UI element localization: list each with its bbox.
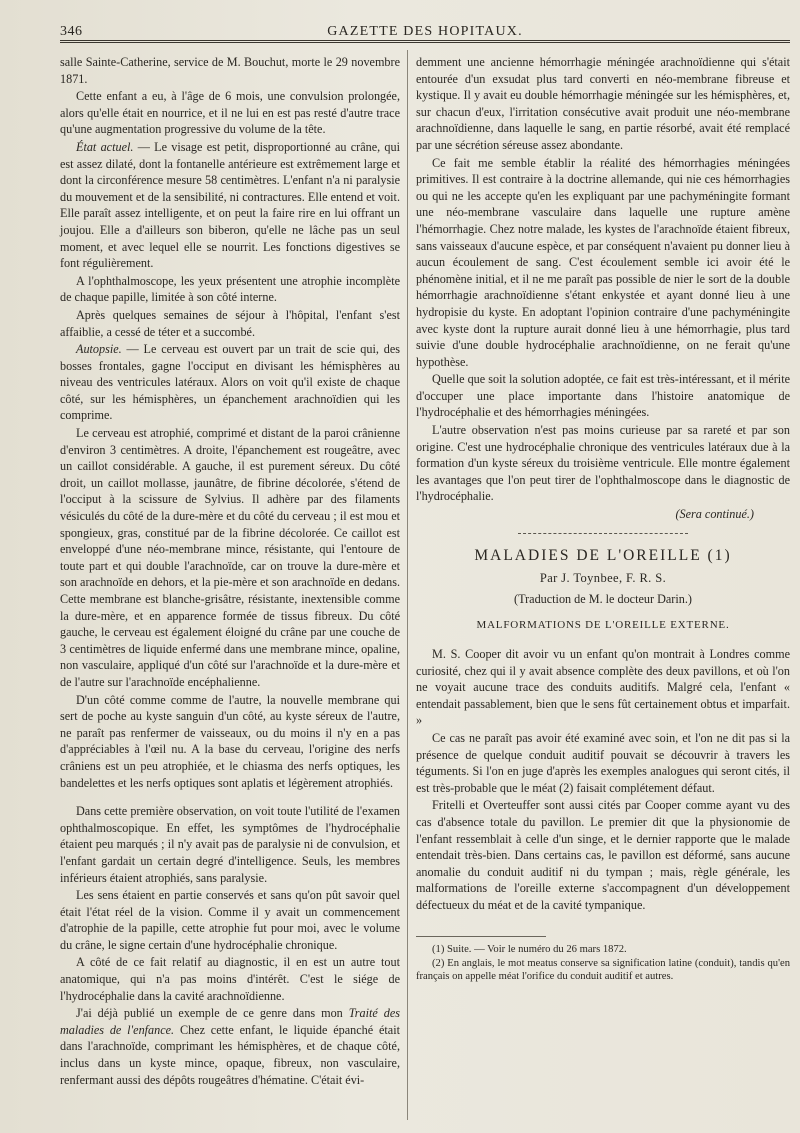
footnote: (2) En anglais, le mot meatus conserve sa signification latine (conduit), tandis qu'en français on appelle méat l'orifice du conduit auditif et autres.: [416, 957, 790, 983]
paragraph: Ce cas ne paraît pas avoir été examiné avec soin, et l'on ne dit pas si la présence de quelque conduit auditif pouvait se découvrir à travers les téguments. Si l'on en juge d'après les exemples analogues qui seront cités, il est très-probable que le méat (2) faisait complétement défaut.: [416, 730, 790, 795]
right-column: [416, 54, 790, 984]
section-label: État actuel.: [76, 139, 134, 154]
paragraph: Les sens étaient en partie conservés et sans qu'on pût savoir quel était l'état réel de la vision. Comme il y avait un commencement d'atrophie de la papille, cette atrophie fut pour moi, avec le volume du crâne, le signe certain d'une hydrocéphalie chronique.: [60, 888, 400, 952]
article-title: MALADIES DE L'OREILLE (1): [474, 546, 732, 564]
paragraph: Le cerveau est atrophié, comprimé et distant de la paroi crânienne d'environ 3 centimètres. A droite, l'épanchement est rougeâtre, avec un caillot considérable. A gauche, il est purement séreux. Du côté droit, un caillot mollasse, jaunâtre, de fibrine décolorée, s'étend de l'occiput à la scissure de Sylvius. Il adhère par des filaments vésiculés du côté de la dure-mère et du côté du cerveau ; il est mou et spongieux, gras, constitué par de la fibrine décolorée. Ce caillot est enveloppé d'une néo-membrane mince, résistante, qui l'entoure de toute part et qui double l'arachnoïde, car on trouve la dure-mère et son arachnoïde en dehors, et la pie-mère et son arachnoïde en dedans. Cette membrane est blanche-grisâtre, résistante, inextensible comme la dure-mère, et en apparence formée de tissus fibreux. Du côté gauche, le cerveau est également éloigné du crâne par une couche de 3 centimètres de liquide enfermé dans une membrane mince, opaline, non vasculaire, appliqué d'un côté sur l'arachnoïde et la dure-mère et de l'autre sur l'arachnoïde encéphalienne.: [60, 426, 400, 689]
ornament-divider: [518, 533, 688, 534]
footnote-rule: [416, 936, 546, 937]
spacer: [60, 791, 400, 803]
paragraph: A l'ophthalmoscope, les yeux présentent une atrophie incomplète de chaque papille, limitée à son côté interne.: [60, 273, 400, 305]
paragraph: L'autre observation n'est pas moins curieuse par sa rareté et par son origine. C'est une hydrocéphalie chronique des ventricules latéraux due à la formation d'un kyste séreux du troisième ventricule. Elle montre également les avantages que l'on peut tirer de l'ophthalmoscope dans le diagnostic de l'hydrocéphalie.: [416, 423, 790, 504]
page-title: GAZETTE DES HOPITAUX.: [327, 24, 523, 39]
page-number: 346: [60, 24, 83, 39]
paragraph-text: Chez cette enfant, le liquide épanché était dans l'arachnoïde, comprimant les hémisphères, et de chaque côté, inclus dans un kyste mince, opaque, fibreux, non vasculaire, renfermant aussi des dépôts rougeâtres d'hématine. C'était évi-: [60, 1022, 400, 1087]
header-rule: [60, 40, 790, 43]
paragraph: [60, 341, 400, 424]
paragraph-text: — Le visage est petit, disproportionné au crâne, qui est assez dilaté, dont la fontanelle antérieure est extrêmement large et dont la circonférence mesure 58 centimètres. L'enfant n'a ni paralysie du mouvement et de la sensibilité, ni contractures. Elle entend et voit. Elle paraît assez intelligente, et on peut la faire rire en lui offrant un joujou. Elle a d'ailleurs son biberon, qu'elle ne lâche pas un seul moment, et avec lequel elle se nourrit. Les fonctions digestives se font régulièrement.: [60, 139, 401, 271]
paragraph: Cette enfant a eu, à l'âge de 6 mois, une convulsion prolongée, alors qu'elle était en nourrice, et il ne lui en est pas resté d'autre trace qu'une augmentation progressive du volume de la tête.: [60, 89, 400, 137]
page-header: [60, 18, 790, 42]
paragraph: Dans cette première observation, on voit toute l'utilité de l'examen ophthalmoscopique. En effet, les symptômes de l'hydrocéphalie étaient peu marqués ; il n'y avait pas de paralysie ni de convulsion, et l'enfant gardait un certain degré d'intelligence. Seuls, les membres inférieurs étaient atrophiés, sans paralysie.: [60, 804, 400, 885]
subsection-heading: MALFORMATIONS DE L'OREILLE EXTERNE.: [476, 619, 730, 632]
paragraph: A côté de ce fait relatif au diagnostic, il en est un autre tout anatomique, qui n'a pas moins d'intérêt. C'est le siége de l'hydrocéphalie dans la cavité arachnoïdienne.: [60, 955, 400, 1003]
paragraph: Après quelques semaines de séjour à l'hôpital, l'enfant s'est affaiblie, a cessé de téter et a succombé.: [60, 307, 400, 339]
continuation-note: (Sera continué.): [675, 507, 754, 522]
column-divider: [407, 50, 408, 1120]
book-title: Traité des maladies de l'enfance.: [60, 1006, 401, 1037]
paragraph-text: J'ai déjà publié un exemple de ce genre dans mon: [76, 1006, 349, 1021]
section-label: Autopsie.: [76, 342, 122, 357]
footnote: (1) Suite. — Voir le numéro du 26 mars 1872.: [432, 943, 627, 955]
paragraph-text: — Le cerveau est ouvert par un trait de scie qui, des bosses frontales, gagne l'occiput en divisant les hémisphères au niveau des ventricules latéraux. Alors on voit qu'il existe de chaque côté, sur les hémisphères, un épanchement arachnoïdien qui les comprime.: [60, 342, 400, 423]
article-translator: (Traduction de M. le docteur Darin.): [514, 591, 692, 606]
article-author: Par J. Toynbee, F. R. S.: [539, 571, 667, 586]
paragraph: D'un côté comme comme de l'autre, la nouvelle membrane qui sert de poche au kyste sanguin d'un côté, au kyste séreux de l'autre, ne paraît pas renfermer de vaisseaux, ou du moins il n'y en a pas d'appréciables à l'œil nu. A la base du cerveau, l'origine des nerfs crâniens est un peu atrophiée, et le chiasma des nerfs optiques, les bandelettes et les nerfs optiques sont aplatis et légèrement atrophiés.: [60, 692, 400, 790]
left-column: [60, 54, 400, 1088]
paragraph: M. S. Cooper dit avoir vu un enfant qu'on montrait à Londres comme curiosité, chez qui il y avait absence complète des deux pavillons, et où l'on ne voyait aucune trace des conduits auditifs. Malgré cela, l'enfant « entendait passablement, bien que le sens fût certainement obtus et imparfait. »: [416, 647, 790, 728]
paragraph: demment une ancienne hémorrhagie méningée arachnoïdienne qui s'était entourée d'un exsudat plus tard converti en néo-membrane fibreuse et kystique. Il y avait eu double hémorrhagie méningée sur les hémisphères, et, sur chacun d'eux, l'irritation consécutive avait produit une néo-membrane arachnoïdienne, dans laquelle le sang, en partie résorbé, avait été remplacé par une sécrétion séreuse assez abondante.: [416, 55, 790, 152]
paragraph: Fritelli et Overteuffer sont aussi cités par Cooper comme ayant vu des cas d'absence totale du pavillon. Le premier dit que la physionomie de l'enfant ressemblait à celle d'un singe, et le dernier rapporte que le malade entendait très-bien. Dans certains cas, le pavillon est déformé, sans aucune anomalie du conduit auditif ni du tympan ; mais, règle générale, les malformations de l'oreille externe s'accompagnent d'un développement défectueux du méat et de la cavité tympanique.: [416, 798, 790, 912]
paragraph: [60, 139, 400, 272]
paragraph: salle Sainte-Catherine, service de M. Bouchut, morte le 29 novembre 1871.: [60, 55, 400, 86]
paragraph: Quelle que soit la solution adoptée, ce fait est très-intéressant, et il mérite d'occuper une place importante dans l'histoire anatomique de l'hydrocéphalie et des hémorrhagies méningées.: [416, 372, 790, 420]
paragraph: Ce fait me semble établir la réalité des hémorrhagies méningées primitives. Il est contraire à la doctrine allemande, qui nie ces hémorrhagies ou qui ne les accepte qu'en les expliquant par une pachyméningite formant une néo-membrane vasculaire dans laquelle une rupture amène l'hémorrhagie. Chez notre malade, les kystes de l'arachnoïde étaient fibreux, sans vaisseaux d'aucune espèce, et par conséquent n'avaient pu donner lieu à aucun écoulement de sang. C'est écoulement semble ici avoir été le phénomène initial, et il ne me paraît pas possible de nier le sort de la double hémorrhagie arachnoïdienne s'étant enkystée et ayant donné lieu à une hydropisie du kyste. En adoptant l'opinion contraire d'une pachyméningite avec kyste dont la rupture aurait donné lieu à une hémorrhagie, plus tard suivie d'une double hydrocéphalie arachnoïdienne, on ne ferait qu'une hypothèse.: [416, 155, 790, 369]
paragraph: [60, 1005, 400, 1088]
